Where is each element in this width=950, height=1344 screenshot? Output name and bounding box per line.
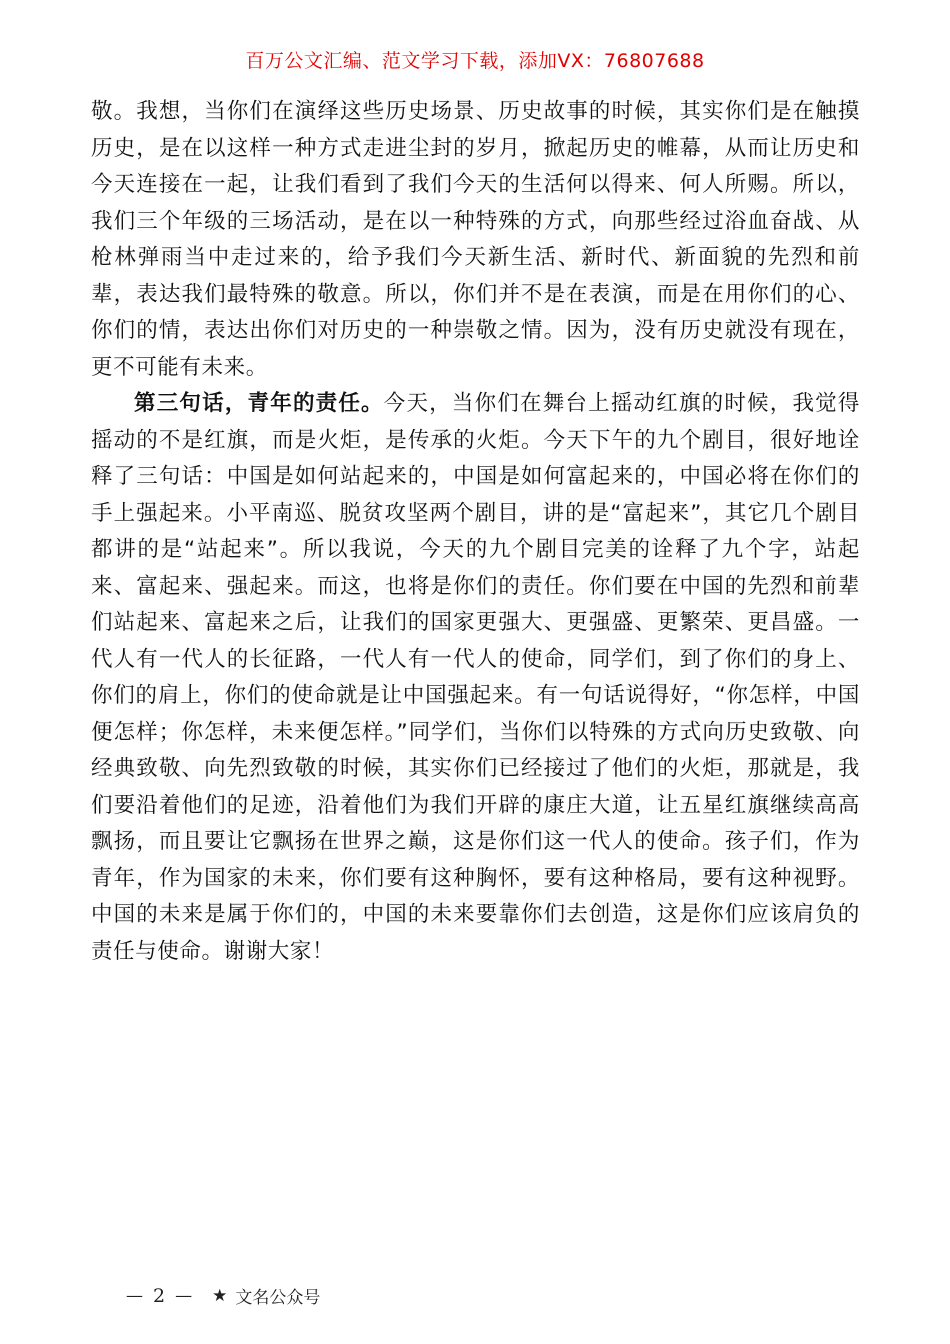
paragraph-2-text: 今天，当你们在舞台上摇动红旗的时候，我觉得摇动的不是红旗，而是火炬，是传承的火炬。今天下午的九个剧目，很好地诠释了三句话：中国是如何站起来的，中国是如何富起来的，中国必将在你们的手上强起来。小平南巡、脱贫攻坚两个剧目，讲的是“富起来”，其它几个剧目都讲的是“站起来”。所以我说，今天的九个剧目完美的诠释了九个字，站起来、富起来、强起来。而这，也将是你们的责任。你们要在中国的先烈和前辈们站起来、富起来之后，让我们的国家更强大、更强盛、更繁荣、更昌盛。一代人有一代人的长征路，一代人有一代人的使命，同学们，到了你们的身上、你们的肩上，你们的使命就是让中国强起来。有一句话说得好，“你怎样，中国便怎样；你怎样，未来便怎样。”同学们，当你们以特殊的方式向历史致敬、向经典致敬、向先烈致敬的时候，其实你们已经接过了他们的火炬，那就是，我们要沿着他们的足迹，沿着他们为我们开辟的康庄大道，让五星红旗继续高高飘扬，而且要让它飘扬在世界之巅，这是你们这一代人的使命。孩子们，作为青年，作为国家的未来，你们要有这种胸怀，要有这种格局，要有这种视野。中国的未来是属于你们的，中国的未来要靠你们去创造，这是你们应该肩负的责任与使命。谢谢大家！ <box>91 391 860 964</box>
paragraph-1: 敬。我想，当你们在演绎这些历史场景、历史故事的时候，其实你们是在触摸历史，是在以这样一种方式走进尘封的岁月，掀起历史的帷幕，从而让历史和今天连接在一起，让我们看到了我们今天的生活何以得来、何人所赐。所以，我们三个年级的三场活动，是在以一种特殊的方式，向那些经过浴血奋战、从枪林弹雨当中走过来的，给予我们今天新生活、新时代、新面貌的先烈和前辈，表达我们最特殊的敬意。所以，你们并不是在表演，而是在用你们的心、你们的情，表达出你们对历史的一种崇敬之情。因为，没有历史就没有现在，更不可能有未来。 <box>91 99 860 380</box>
page-footer <box>118 1283 320 1308</box>
footer-label: 文名公众号 <box>235 1288 321 1308</box>
header-banner: 百万公文汇编、范文学习下载，添加VX：76807688 <box>245 50 705 72</box>
document-body <box>91 94 860 970</box>
paragraph-2 <box>91 386 860 970</box>
footer-dash-right: — <box>175 1285 193 1306</box>
footer-dash-left: — <box>126 1285 143 1306</box>
page-number: 2 <box>153 1284 166 1307</box>
star-icon: ★ <box>212 1285 228 1306</box>
paragraph-2-lead: 第三句话，青年的责任。 <box>134 391 384 416</box>
